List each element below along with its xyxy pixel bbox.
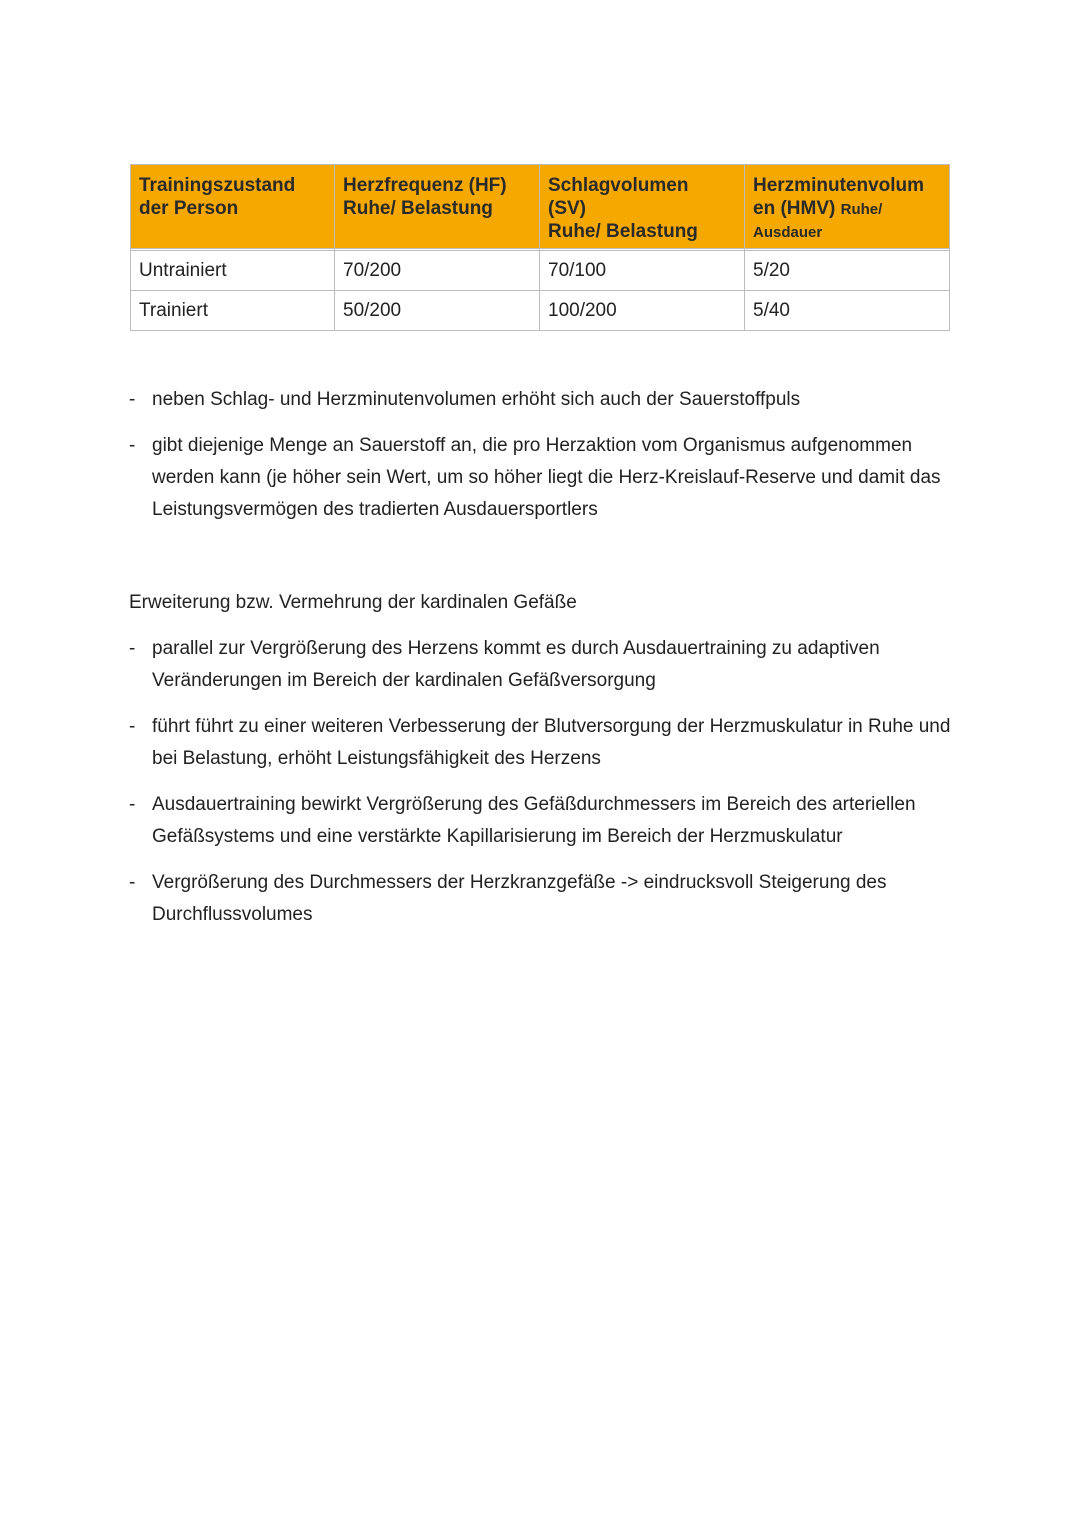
bullet-dash: - [129,716,136,737]
bullet-dash: - [129,638,136,659]
table-row [131,291,950,331]
header-stroke-volume: Schlagvolumen (SV) Ruhe/ Belastung [540,165,745,249]
list-item [129,430,959,526]
list-item [129,711,959,775]
bullet-dash: - [129,435,136,456]
list-item-text: Ausdauertraining bewirkt Vergrößerung des Gefäßdurchmessers im Bereich des arteriellen Gefäßsystems und eine verstärkte Kapillarisierung im Bereich der Herzmuskulatur [152,794,916,847]
table-cell: 5/20 [745,251,950,291]
cardinal-vessels-section [129,587,959,945]
header-cardiac-output: Herzminutenvolum en (HMV) Ruhe/ Ausdauer [745,165,950,249]
table-cell: 100/200 [540,291,745,331]
table-header-row [131,165,950,249]
oxygen-pulse-section [129,384,959,540]
list-item [129,384,959,416]
bullet-dash: - [129,872,136,893]
list-item [129,633,959,697]
list-item-text: gibt diejenige Menge an Sauerstoff an, die pro Herzaktion vom Organismus aufgenommen werden kann (je höher sein Wert, um so höher liegt die Herz-Kreislauf-Reserve und damit das Leistungsvermögen des tradierten Ausdauersportlers [152,435,941,520]
table-cell: Untrainiert [131,251,335,291]
section-heading: Erweiterung bzw. Vermehrung der kardinalen Gefäße [129,592,577,613]
list-item [129,789,959,853]
table-cell: Trainiert [131,291,335,331]
header-training-state: Trainingszustand der Person [131,165,335,249]
table-cell: 70/100 [540,251,745,291]
table-cell: 70/200 [335,251,540,291]
list-item-text: führt führt zu einer weiteren Verbesserung der Blutversorgung der Herzmuskulatur in Ruhe und bei Belastung, erhöht Leistungsfähigkeit des Herzens [152,716,951,769]
list-item [129,867,959,931]
list-item-text: Vergrößerung des Durchmessers der Herzkranzgefäße -> eindrucksvoll Steigerung des Durchflussvolumes [152,872,887,925]
bullet-dash: - [129,389,136,410]
table-cell: 50/200 [335,291,540,331]
list-item-text: parallel zur Vergrößerung des Herzens kommt es durch Ausdauertraining zu adaptiven Veränderungen im Bereich der kardinalen Gefäßversorgung [152,638,880,691]
table-row [131,251,950,291]
bullet-dash: - [129,794,136,815]
training-comparison-table [130,164,950,331]
header-heart-rate: Herzfrequenz (HF) Ruhe/ Belastung [335,165,540,249]
list-item-text: neben Schlag- und Herzminutenvolumen erhöht sich auch der Sauerstoffpuls [152,389,801,410]
table-cell: 5/40 [745,291,950,331]
